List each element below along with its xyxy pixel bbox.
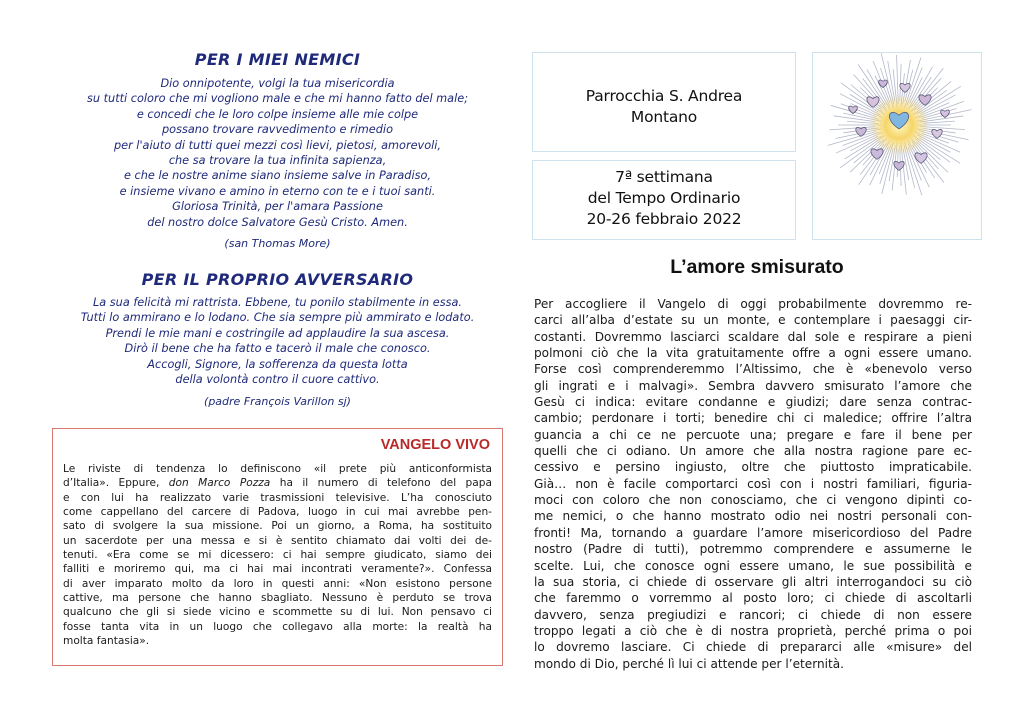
article-line: carci all’alba d’estate su un monte, e contemplare i paesaggi cir- xyxy=(534,313,972,328)
prayer-line: Dio onnipotente, volgi la tua misericordia xyxy=(160,77,395,90)
prayer-line: Gloriosa Trinità, per l'amara Passione xyxy=(172,200,383,214)
prayer-text-avversario xyxy=(40,295,515,387)
hearts-starburst-icon xyxy=(813,53,981,239)
parish-name-line1: Parrocchia S. Andrea xyxy=(585,87,743,105)
week-number: 7ª settimana xyxy=(615,168,713,186)
prayer-line: e insieme vivano e amino in eterno con te e i tuoi santi. xyxy=(119,184,436,198)
prayer-attribution-varillon: (padre François Varillon sj) xyxy=(204,394,351,408)
article-line: me nemici, o che hanno mostrato odio nei nostri personali con- xyxy=(534,509,972,524)
article-line: lo dovremo lasciare. Ci chiede di prepararci alle «misure» del xyxy=(534,640,972,655)
article-line: Forse così comprenderemmo l’Altissimo, che è «benevolo verso xyxy=(534,362,972,377)
prayer-attribution-more: (san Thomas More) xyxy=(224,237,331,251)
prayer-line: Dirò il bene che ha fatto e tacerò il male che conosco. xyxy=(124,342,431,356)
prayer-line: La sua felicità mi rattrista. Ebbene, tu ponilo stabilmente in essa. xyxy=(92,296,463,310)
prayer-line: Prendi le mie mani e costringile ad applaudire la sua ascesa. xyxy=(105,326,450,340)
prayer-title-nemici: PER I MIEI NEMICI xyxy=(194,50,361,69)
article-line: Per accogliere il Vangelo di oggi probabilmente dovremmo re- xyxy=(534,297,972,311)
vangelo-line: sato di svolgere la sua missione. Poi un giorno, a Roma, ha sostituito xyxy=(63,520,492,533)
vangelo-line: di aver imparato molto da loro in questi anni: «Non esistono persone xyxy=(63,577,492,590)
prayer-line: per l'aiuto di tutti quei mezzi così lievi, pietosi, amorevoli, xyxy=(113,138,442,152)
article-line: mondo di Dio, perché lì lui ci attende per l’eternità. xyxy=(534,656,844,671)
article-line: Già… non è facile comportarci così con i nostri familiari, figuria- xyxy=(534,476,972,491)
article-line: nostro (Padre di tutti), potremmo comprendere e assumerne le xyxy=(534,542,972,557)
left-column xyxy=(40,50,515,408)
prayer-line: e concedi che le loro colpe insieme alle mie colpe xyxy=(136,107,419,121)
article-line: fronti! Ma, tornando a guardare l’amore misericordioso del Padre xyxy=(534,525,972,540)
week-info xyxy=(533,167,795,230)
article-line: cessivo e persino ingiusto, oltre che piuttosto impraticabile. xyxy=(534,460,972,475)
vangelo-line: falliti e moriremo qui, ma ci hai mai incontrati veramente?». Confessa xyxy=(63,563,492,576)
prayer-line: Accogli, Signore, la sofferenza da questa lotta xyxy=(147,357,408,371)
prayer-line: che sa trovare la tua infinita sapienza, xyxy=(168,154,387,168)
vangelo-vivo-text xyxy=(63,462,492,648)
article-line: cambio; perdonare i torti; benedire chi ci maledice; offrire l’altra xyxy=(534,411,972,426)
vangelo-line: e con lui ha realizzato varie trasmissioni televisive. L’ha conosciuto xyxy=(63,491,492,504)
article-line: quelli che ci odiano. Un amore che alla nostra ragione pare ec- xyxy=(534,444,972,459)
prayer-title-avversario: PER IL PROPRIO AVVERSARIO xyxy=(141,270,414,290)
article-title: L’amore smisurato xyxy=(670,256,844,278)
article-line: polmoni ciò che la vita gratuitamente offre a ogni essere umano. xyxy=(534,346,972,361)
article-line: davvero, senza pregiudizi e rancori; ci chiede di non essere xyxy=(534,607,972,622)
article-line: guancia a chi ce ne percuote una; pregare e fare il bene per xyxy=(534,427,972,442)
prayer-line: Tutti lo ammirano e lo lodano. Che sia sempre più ammirato e lodato. xyxy=(80,311,475,325)
prayer-text-nemici xyxy=(40,76,515,230)
vangelo-line: come cappellano del carcere di Padova, luogo in cui mai avrebbe pen- xyxy=(63,506,492,519)
week-box xyxy=(532,160,796,240)
image-box xyxy=(812,52,982,240)
prayer-line: della volontà contro il cuore cattivo. xyxy=(175,373,380,387)
vangelo-line: qualcuno che gli si siede vicino e scommette su di lui. Non pensavo ci xyxy=(63,606,492,619)
vangelo-line: molta fantasia». xyxy=(63,635,150,648)
prayer-line: possano trovare ravvedimento e rimedio xyxy=(162,123,393,137)
parish-name xyxy=(533,86,795,128)
article-line: che faremmo o vorremmo al posto loro; ci chiede di ascoltarli xyxy=(534,591,972,606)
prayer-line: su tutti coloro che mi vogliono male e che mi hanno fatto del male; xyxy=(86,92,469,106)
liturgical-season: del Tempo Ordinario xyxy=(587,189,741,207)
vangelo-line: fosse tanta vita in un luogo che collegavo alla morte: la realtà ha xyxy=(63,620,492,633)
vangelo-line: Le riviste di tendenza lo definiscono «il prete più anticonformista xyxy=(63,463,492,475)
parish-box xyxy=(532,52,796,152)
week-dates: 20-26 febbraio 2022 xyxy=(586,210,742,228)
vangelo-line: tenuti. «Era come se mi dicessero: ci hai sempre giudicato, siamo dei xyxy=(63,549,492,562)
article-line: gli ingrati e i malvagi». Sembra davvero smisurato l’amore che xyxy=(534,378,972,393)
vangelo-vivo-title: VANGELO VIVO xyxy=(380,437,490,453)
vangelo-vivo-box xyxy=(52,428,503,666)
vangelo-line: cattive, ma persone che hanno sbagliato. Nessuno è perduto se trova xyxy=(63,592,492,605)
article-line: troppo legati a ciò che è di nostra proprietà, perché prima o poi xyxy=(534,623,972,638)
article-line: scelte. Lui, che conosce ogni essere umano, le sue possibilità e xyxy=(534,558,972,573)
article-text xyxy=(534,296,972,672)
article-line: Gesù ci indica: evitare condanne e giudizi; dare senza contrac- xyxy=(534,395,972,410)
article-line: costanti. Dovremmo lasciarci scaldare dal sole e respirare a pieni xyxy=(534,329,972,344)
article-line: la sua storia, ci chiede di osservare gli altri interrogandoci su ciò xyxy=(534,574,972,589)
article-line: moci con coloro che non conosciamo, che ci vengono dipinti co- xyxy=(534,493,972,508)
vangelo-line: d’Italia». Eppure, don Marco Pozza ha il numero di telefono del papa xyxy=(63,477,492,490)
prayer-line: e che le nostre anime siano insieme salve in Paradiso, xyxy=(124,169,431,183)
vangelo-line: un sacerdote per una messa e si è sentito chiamato dai volti dei de- xyxy=(63,534,492,547)
prayer-line: del nostro dolce Salvatore Gesù Cristo. Amen. xyxy=(147,215,408,229)
parish-name-line2: Montano xyxy=(630,108,698,126)
